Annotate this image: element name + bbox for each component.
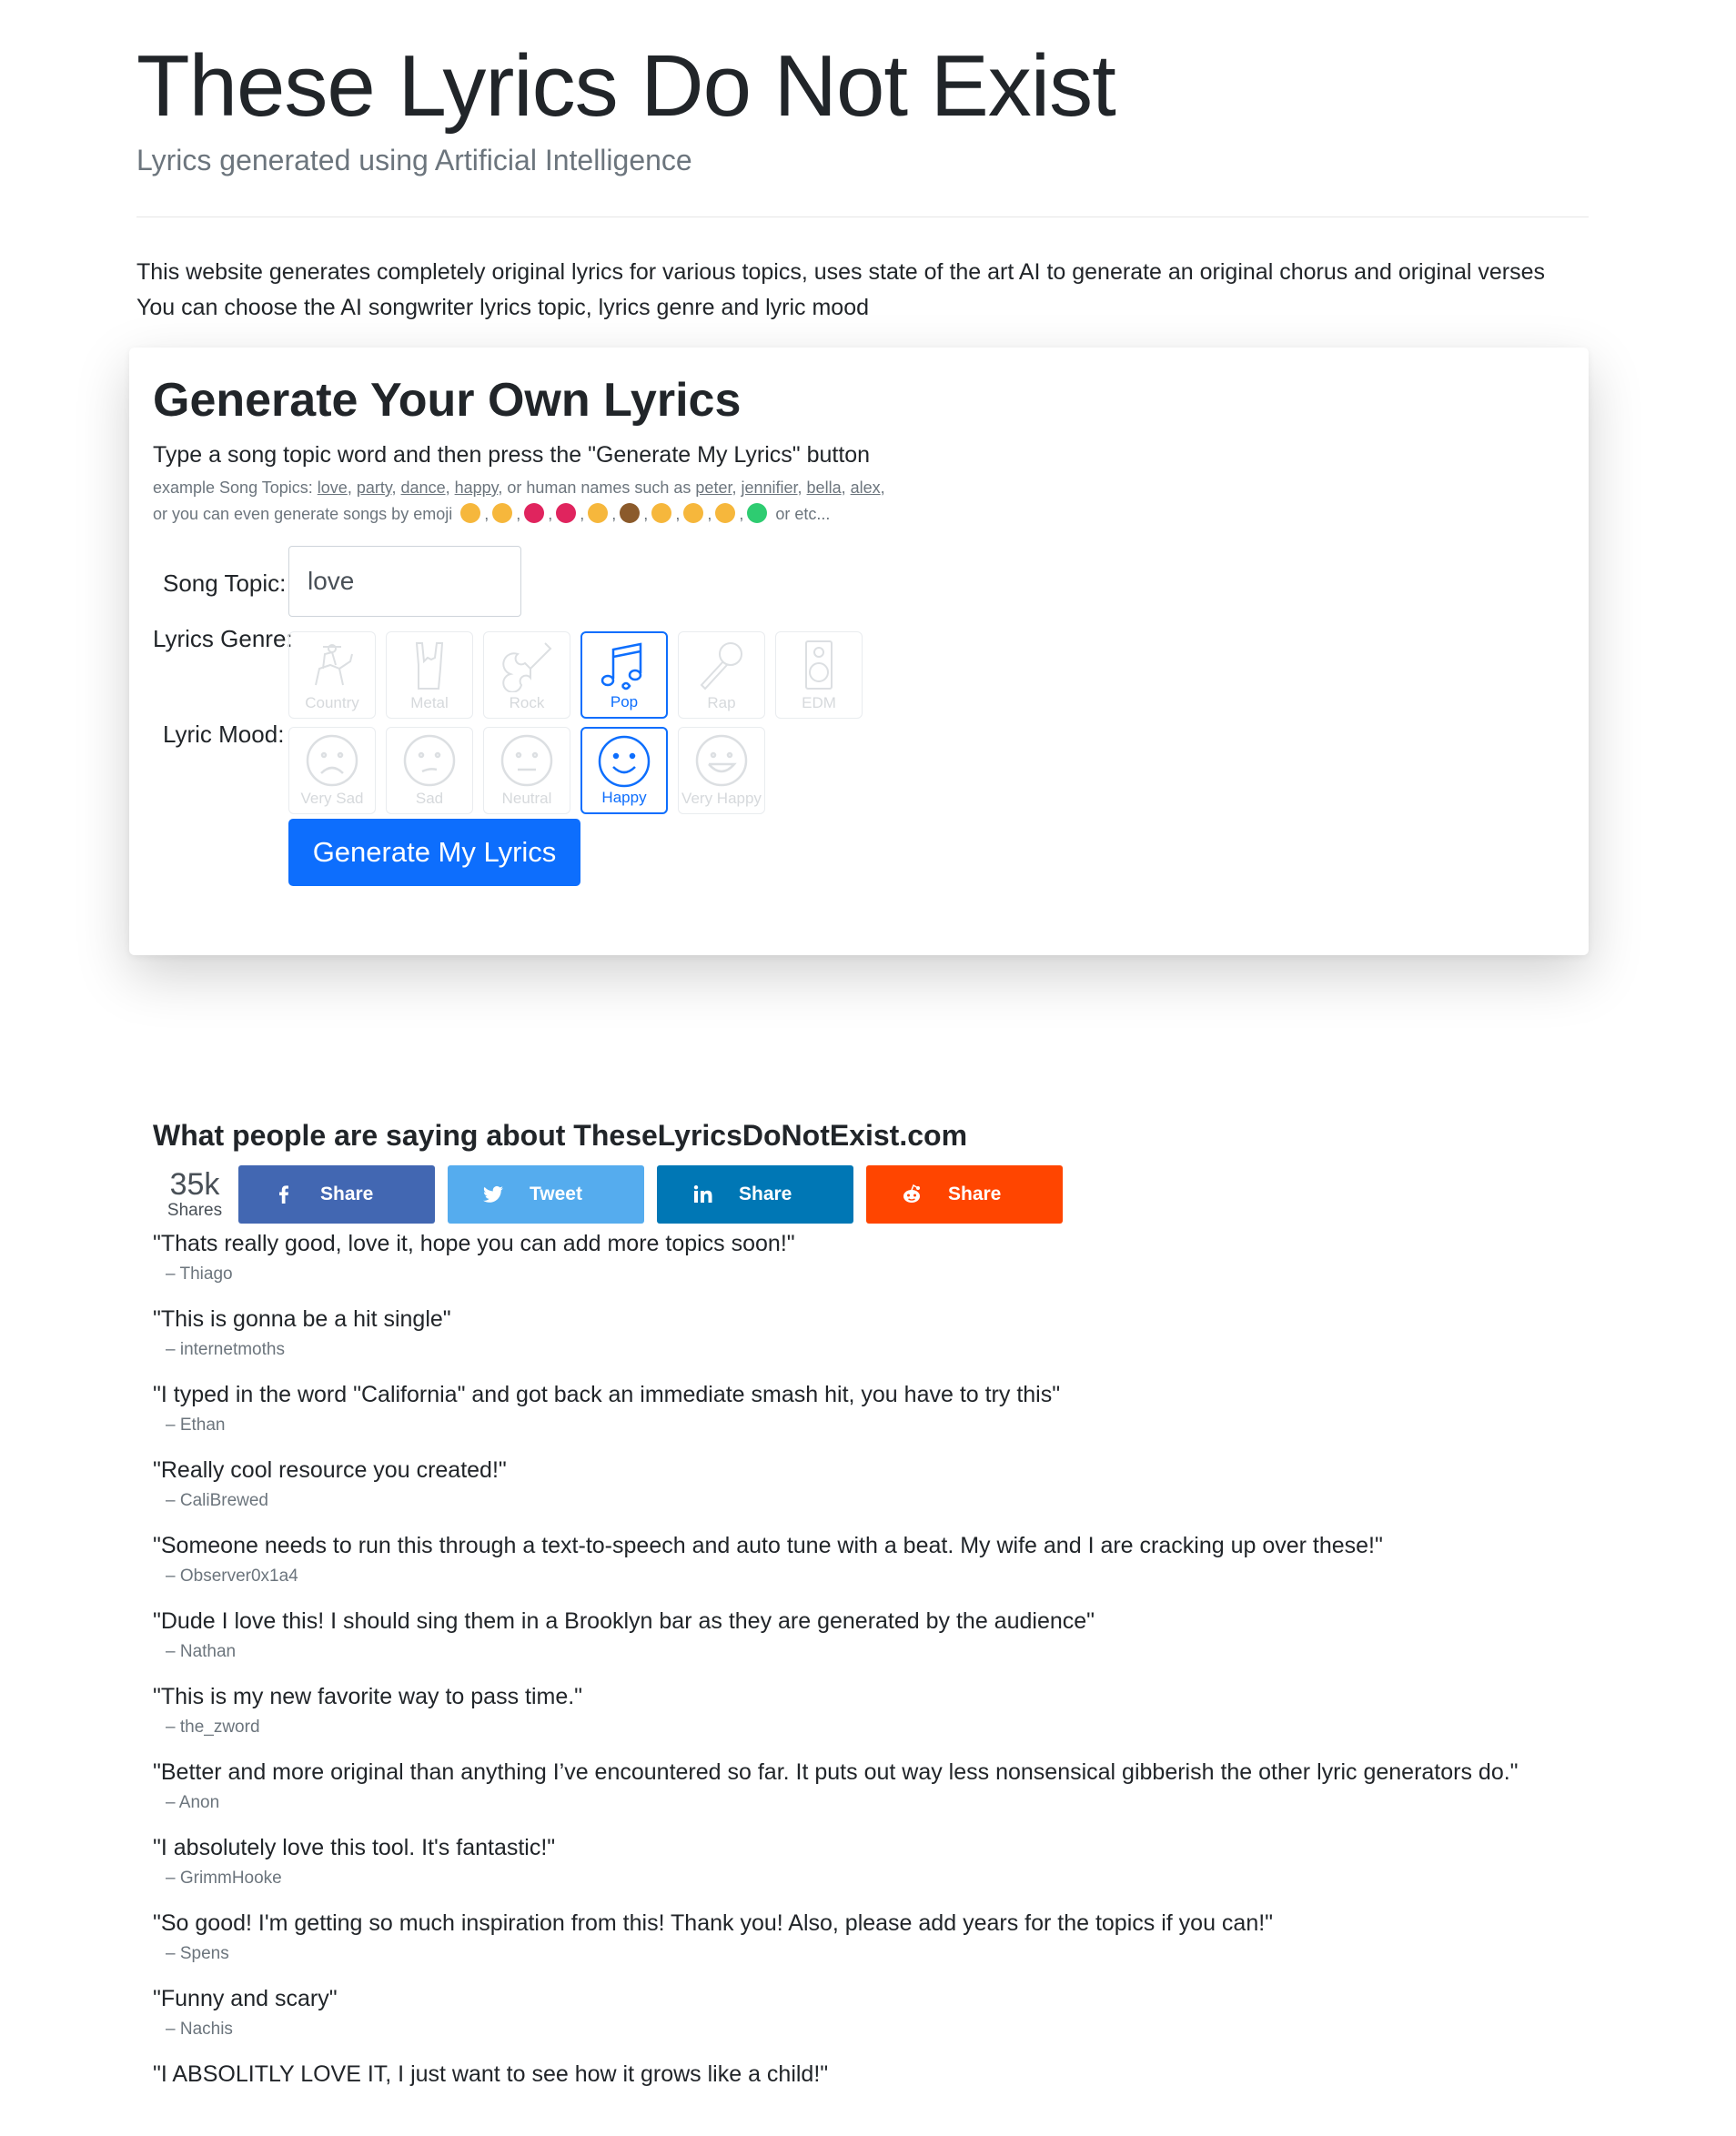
example-name-link[interactable]: peter	[695, 479, 732, 497]
testimonial-author: – Observer0x1a4	[166, 1567, 298, 1586]
testimonial-item	[153, 1683, 1590, 1758]
testimonial-item	[153, 1532, 1590, 1607]
cowboy-horse-icon	[303, 638, 361, 692]
genre-option-label: Metal	[410, 694, 449, 711]
testimonial-item	[153, 1456, 1590, 1532]
testimonial-quote: "Dude I love this! I should sing them in a Brooklyn bar as they are generated by the audience"	[153, 1608, 1095, 1634]
testimonial-author: – the_zword	[166, 1718, 260, 1737]
generator-instruction: Type a song topic word and then press the "Generate My Lyrics" button	[153, 442, 871, 468]
testimonial-author: – CaliBrewed	[166, 1491, 268, 1510]
testimonial-quote: "Funny and scary"	[153, 1986, 338, 2011]
very-happy-face-icon	[692, 733, 751, 788]
mood-option-very-happy[interactable]	[678, 727, 765, 814]
emoji-example-icon[interactable]	[588, 503, 608, 523]
testimonial-item	[153, 1305, 1590, 1381]
mood-option-sad[interactable]	[386, 727, 473, 814]
example-topics: example Song Topics: love, party, dance, happy, or human names such as peter, jennifier, bella, alex, or you can even generate songs by emoji , , , , , , , , , or etc...	[153, 479, 885, 523]
generator-heading: Generate Your Own Lyrics	[153, 374, 742, 427]
example-topic-link[interactable]: dance	[400, 479, 446, 497]
genre-option-label: Rap	[707, 694, 736, 711]
testimonials-list	[153, 1230, 1590, 2136]
neutral-face-icon	[498, 733, 556, 788]
emoji-suffix: or etc...	[775, 505, 831, 523]
topic-label: Song Topic:	[163, 569, 287, 597]
testimonial-quote: "I absolutely love this tool. It's fantastic!"	[153, 1835, 556, 1860]
genre-option-metal[interactable]	[386, 631, 473, 719]
happy-face-icon	[595, 734, 653, 789]
testimonial-author: – internetmoths	[166, 1340, 285, 1359]
testimonial-item	[153, 1381, 1590, 1456]
testimonial-item	[153, 1230, 1590, 1305]
emoji-example-icon[interactable]	[651, 503, 671, 523]
example-name-link[interactable]: bella	[806, 479, 842, 497]
example-name-link[interactable]: jennifier	[741, 479, 798, 497]
guitar-icon	[498, 638, 556, 692]
mood-option-label: Very Happy	[681, 790, 762, 807]
testimonial-author: – GrimmHooke	[166, 1869, 282, 1888]
facebook-share-button[interactable]	[238, 1165, 435, 1224]
testimonial-author: – Spens	[166, 1944, 229, 1963]
mood-label: Lyric Mood:	[163, 720, 285, 748]
linkedin-share-button[interactable]	[657, 1165, 853, 1224]
testimonials-heading: What people are saying about TheseLyricsDoNotExist.com	[153, 1119, 968, 1152]
testimonial-author: – Anon	[166, 1793, 220, 1812]
very-sad-face-icon	[303, 733, 361, 788]
share-button-label: Share	[948, 1184, 1002, 1204]
genre-option-rap[interactable]	[678, 631, 765, 719]
testimonial-quote: "Thats really good, love it, hope you can add more topics soon!"	[153, 1231, 795, 1256]
share-count-number: 35k	[169, 1167, 220, 1202]
example-topic-link[interactable]: party	[356, 479, 392, 497]
examples-prefix: example Song Topics:	[153, 479, 318, 497]
testimonial-quote: "This is my new favorite way to pass time."	[153, 1684, 583, 1709]
testimonial-item	[153, 1758, 1590, 1834]
mood-option-label: Sad	[415, 790, 444, 807]
genre-label: Lyrics Genre:	[153, 625, 293, 652]
testimonial-quote: "Someone needs to run this through a text-to-speech and auto tune with a beat. My wife and I are cracking up over these!"	[153, 1533, 1383, 1558]
testimonial-quote: "This is gonna be a hit single"	[153, 1306, 451, 1332]
testimonial-author: – Ethan	[166, 1416, 226, 1435]
genre-option-label: Pop	[610, 693, 639, 710]
sad-face-icon	[400, 733, 459, 788]
mood-option-very-sad[interactable]	[288, 727, 376, 814]
mood-option-label: Neutral	[501, 790, 552, 807]
example-topic-link[interactable]: happy	[454, 479, 499, 497]
reddit-share-button[interactable]	[866, 1165, 1063, 1224]
emoji-example-icon[interactable]	[715, 503, 735, 523]
mood-option-label: Very Sad	[300, 790, 364, 807]
rock-hand-icon	[400, 638, 459, 692]
facebook-icon	[273, 1184, 295, 1205]
emoji-example-icon[interactable]	[556, 503, 576, 523]
share-button-label: Share	[320, 1184, 374, 1204]
testimonial-quote: "Better and more original than anything I’ve encountered so far. It puts out way less nonsensical gibberish the other lyric generators do."	[153, 1759, 1519, 1785]
emoji-example-icon[interactable]	[683, 503, 703, 523]
share-count	[153, 1168, 237, 1221]
share-button-label: Share	[739, 1184, 792, 1204]
microphone-icon	[692, 638, 751, 692]
linkedin-icon	[691, 1184, 713, 1205]
song-topic-input[interactable]	[288, 546, 521, 617]
emoji-example-icon[interactable]	[524, 503, 544, 523]
emoji-example-icon[interactable]	[747, 503, 767, 523]
example-name-link[interactable]: alex	[850, 479, 881, 497]
testimonial-item	[153, 1985, 1590, 2060]
examples-mid: , or human names such as	[498, 479, 696, 497]
testimonial-item	[153, 1834, 1590, 1909]
testimonial-quote: "I ABSOLITLY LOVE IT, I just want to see how it grows like a child!"	[153, 2061, 829, 2087]
emoji-prefix: or you can even generate songs by emoji	[153, 505, 453, 523]
mood-option-label: Happy	[601, 789, 647, 806]
testimonial-item	[153, 2060, 1590, 2136]
genre-option-pop[interactable]	[580, 631, 668, 719]
intro-line: You can choose the AI songwriter lyrics topic, lyrics genre and lyric mood	[136, 295, 870, 320]
generator-card	[129, 348, 1589, 955]
testimonial-quote: "Really cool resource you created!"	[153, 1457, 507, 1483]
tweet-button-label: Tweet	[530, 1184, 582, 1204]
speaker-icon	[790, 638, 848, 692]
emoji-example-icon[interactable]	[492, 503, 512, 523]
intro-line: This website generates completely original lyrics for various topics, uses state of the art AI to generate an original chorus and original verses	[136, 259, 1546, 285]
page-subtitle: Lyrics generated using Artificial Intelligence	[136, 144, 692, 176]
genre-option-label: EDM	[802, 694, 836, 711]
genre-option-label: Rock	[509, 694, 545, 711]
example-topic-link[interactable]: love	[317, 479, 348, 497]
mood-option-neutral[interactable]	[483, 727, 570, 814]
testimonial-author: – Nachis	[166, 2020, 233, 2039]
emoji-examples: , , , , , , , , ,	[457, 505, 771, 523]
page-title: These Lyrics Do Not Exist	[136, 37, 1115, 135]
testimonial-author: – Nathan	[166, 1642, 237, 1661]
genre-option-rock[interactable]	[483, 631, 570, 719]
twitter-tweet-button[interactable]	[448, 1165, 644, 1224]
genre-option-label: Country	[305, 694, 359, 711]
testimonial-item	[153, 1607, 1590, 1683]
emoji-example-icon[interactable]	[460, 503, 480, 523]
mood-option-happy[interactable]	[580, 727, 668, 814]
genre-option-edm[interactable]	[775, 631, 863, 719]
intro-text	[136, 255, 1601, 326]
share-count-label: Shares	[167, 1201, 223, 1220]
genre-option-country[interactable]	[288, 631, 376, 719]
generate-lyrics-button[interactable]: Generate My Lyrics	[288, 819, 580, 886]
testimonial-quote: "So good! I'm getting so much inspiration from this! Thank you! Also, please add years for the topics if you can!"	[153, 1910, 1274, 1936]
music-note-icon	[595, 639, 653, 693]
twitter-icon	[482, 1184, 504, 1205]
emoji-example-icon[interactable]	[620, 503, 640, 523]
testimonial-item	[153, 1909, 1590, 1985]
testimonial-quote: "I typed in the word "California" and got back an immediate smash hit, you have to try this"	[153, 1382, 1061, 1407]
reddit-icon	[901, 1184, 923, 1205]
testimonial-author: – Thiago	[166, 1264, 233, 1284]
